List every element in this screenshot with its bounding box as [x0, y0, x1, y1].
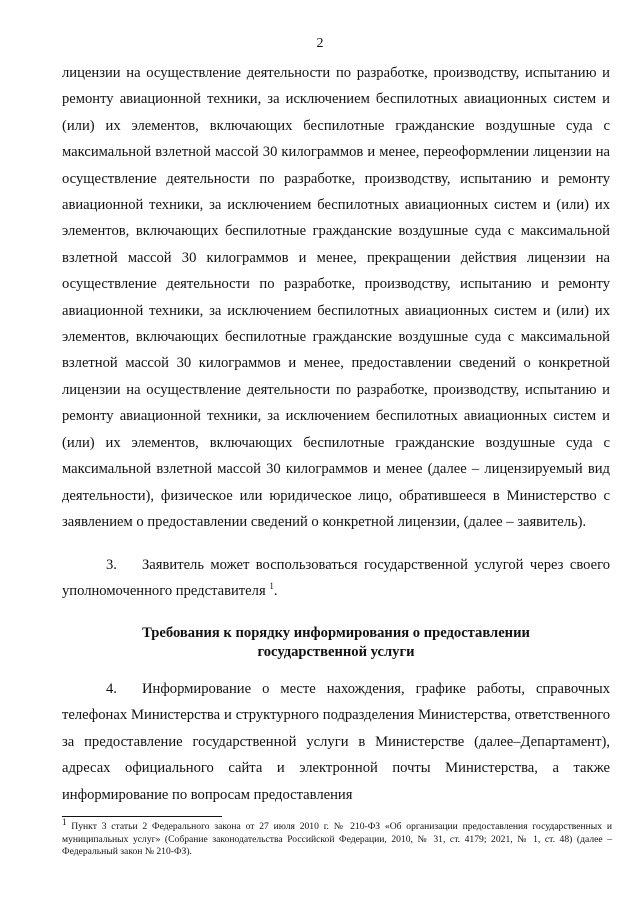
footnote [62, 816, 612, 859]
footnote-marker: 1 [62, 816, 67, 827]
paragraph-3-end: . [273, 583, 278, 600]
footnote-divider [62, 816, 222, 817]
paragraph-3-number: 3. [106, 557, 117, 573]
paragraph-3-text: Заявитель может воспользоваться государственной услугой через своего уполномоченного представителя [62, 557, 610, 600]
paragraph-continued: лицензии на осуществление деятельности по разработке, производству, испытанию и ремонту авиационной техники, за исключением беспилотных авиационных систем и (или) их элементов, включающих беспилотные гражданские воздушные суда с максимальной взлетной массой 30 килограммов и менее, переоформлении лицензии на осуществление деятельности по разработке, производству, испытанию и ремонту авиационной техники, за исключением беспилотных авиационных систем и (или) их элементов, включающих беспилотные гражданские воздушные суда с максимальной взлетной массой 30 килограммов и менее, прекращении действия лицензии на осуществление деятельности по разработке, производству, испытанию и ремонту авиационной техники, за исключением беспилотных авиационных систем и (или) их элементов, включающих беспилотные гражданские воздушные суда с максимальной взлетной массой 30 килограммов и менее, предоставлении сведений о конкретной лицензии на осуществление деятельности по разработке, производству, испытанию и ремонту авиационной техники, за исключением беспилотных авиационных систем и (или) их элементов, включающих беспилотные гражданские воздушные суда с максимальной взлетной массой 30 килограммов и менее (далее – лицензируемый вид деятельности), физическое или юридическое лицо, обратившееся в Министерство с заявлением о предоставлении сведений о конкретной лицензии, (далее – заявитель). [62, 65, 610, 530]
section-heading-line-2: государственной услуги [257, 644, 415, 660]
paragraph-4-text: Информирование о месте нахождения, графике работы, справочных телефонах Министерства и структурного подразделения Министерства, ответственного за предоставление государственной услуги в Министерстве (далее–Департамент), адресах официального сайта и электронной почты Министерства, а также информирование по вопросам предоставления [62, 681, 610, 803]
section-heading-line-1: Требования к порядку информирования о предоставлении [142, 625, 530, 641]
footnote-reference[interactable]: 1 [269, 581, 274, 592]
paragraph-4 [62, 676, 610, 808]
section-heading [62, 624, 610, 662]
page-number: 2 [316, 36, 324, 51]
paragraph-3 [62, 552, 610, 605]
footnote-text: Пункт 3 статьи 2 Федерального закона от 27 июля 2010 г. № 210-ФЗ «Об организации предоставления государственных и муниципальных услуг» (Собрание законодательства Российской Федерации, 2010, № 31, ст. 4179; 2021, № 1, ст. 48) (далее – Федеральный закон № 210-ФЗ). [62, 821, 612, 858]
paragraph-4-number: 4. [106, 681, 117, 697]
